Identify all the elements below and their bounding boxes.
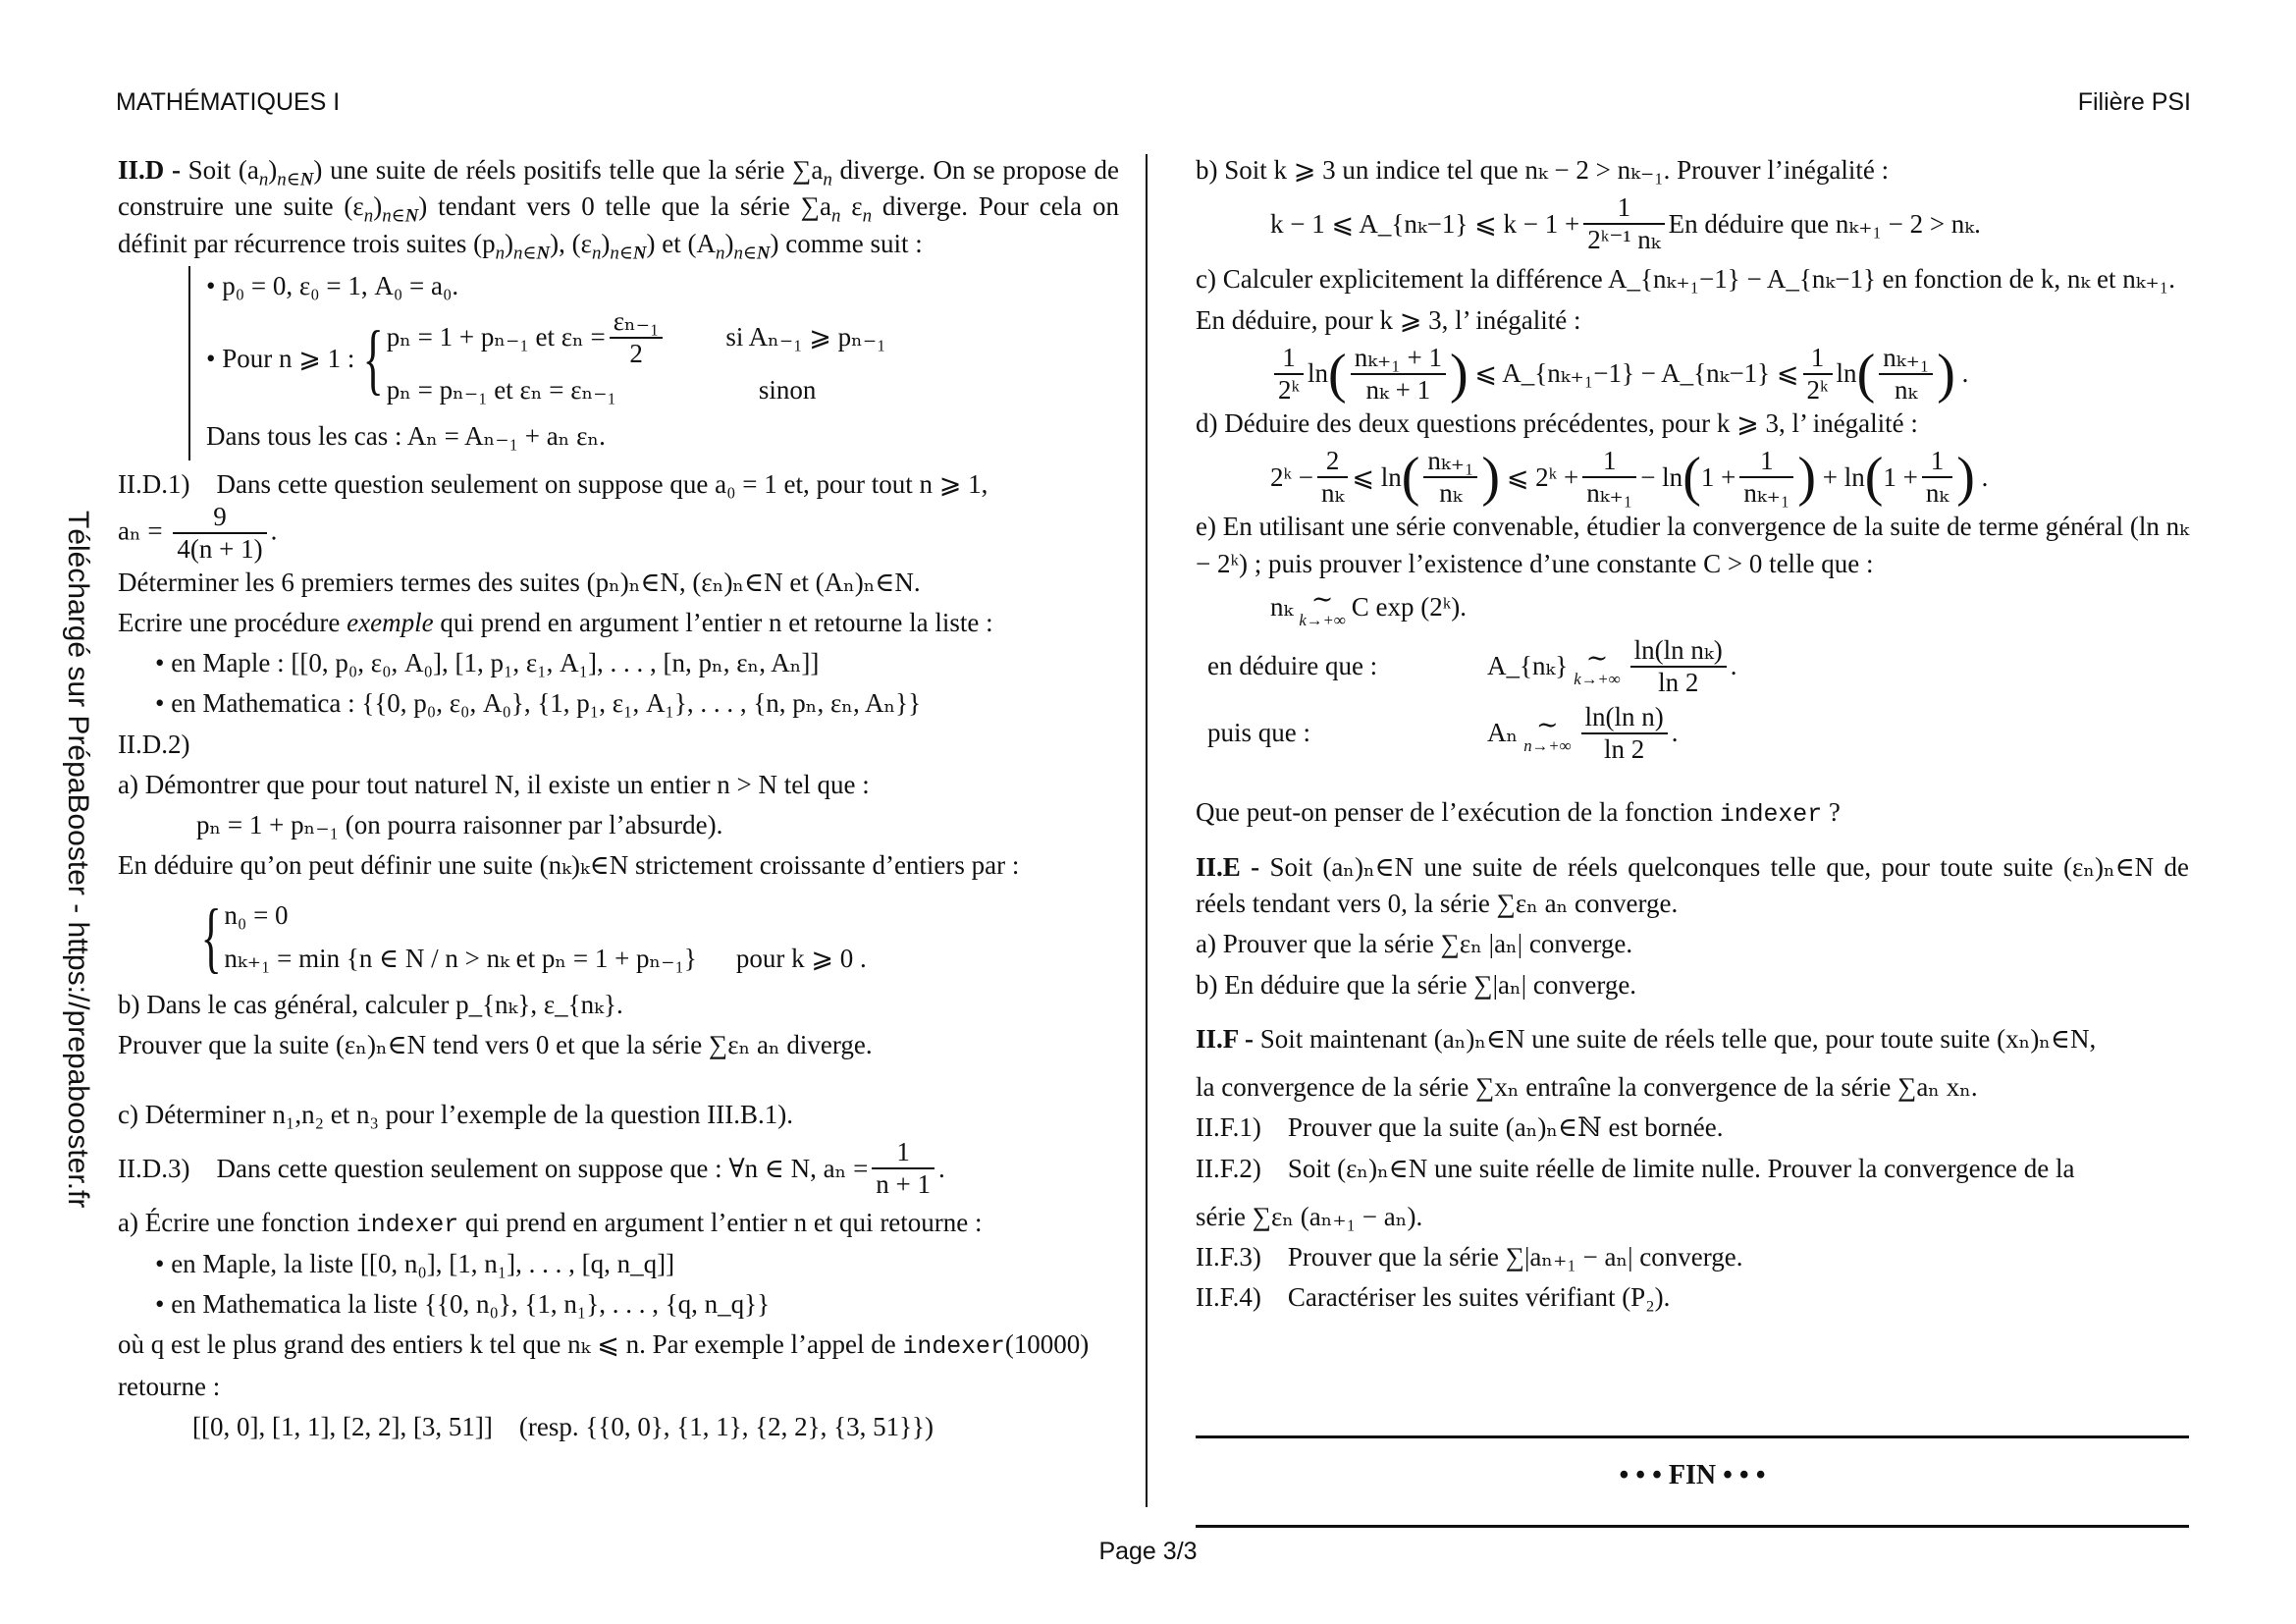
section-iie-label: II.E - xyxy=(1196,851,1260,882)
nk-case-1: n₀ = 0 xyxy=(224,900,289,931)
section-iie-intro: II.E - Soit (aₙ)ₙ∈N une suite de réels quelconques telle que, pour toute suite (εₙ)ₙ∈N de réels tendant vers 0, la série ∑εₙ aₙ converge. xyxy=(1196,851,2190,919)
fraction: $\frac{2}{\text{nₖ}}$ xyxy=(1317,446,1348,509)
fraction: $\frac{\text{ln(ln n)}}{\ln 2}$ xyxy=(1581,702,1668,765)
question-iid3-mathematica: • en Mathematica la liste {{0, n₀}, {1, n₁}, . . . , {q, n_q}} xyxy=(155,1289,771,1320)
header-subject: MATHÉMATIQUES I xyxy=(116,88,341,116)
question-iid2-a: a) Démontrer que pour tout naturel N, il existe un entier n > N tel que : xyxy=(118,769,870,799)
question-iid2-b-prove: Prouver que la suite (εₙ)ₙ∈N tend vers 0 et que la série ∑εₙ aₙ diverge. xyxy=(118,1029,873,1059)
fraction: $\frac{1}{\text{2ᵏ}}$ xyxy=(1803,343,1833,406)
equivalent-symbol: ∼ k→+∞ xyxy=(1299,583,1346,629)
question-iid2-dd: d) Déduire des deux questions précédentes, pour k ⩾ 3, l’ inégalité : xyxy=(1196,407,1918,438)
question-iie-a: a) Prouver que la série ∑εₙ |aₙ| converge. xyxy=(1196,929,1633,959)
equivalent-symbol: ∼ n→+∞ xyxy=(1523,709,1572,755)
fraction: $\frac{\text{ln(ln nₖ)}}{\ln 2}$ xyxy=(1630,635,1727,698)
left-column xyxy=(118,152,1119,1449)
nk-case-2: nₖ₊₁ = min {n ∈ N / n > nₖ et pₙ = 1 + pₙ₋₁} pour k ⩾ 0 . xyxy=(224,944,867,974)
question-iid2-cc: c) Calculer explicitement la différence A_{nₖ₊₁−1} − A_{nₖ−1} en fonction de k, nₖ et nₖ₊₁. xyxy=(1196,264,2175,295)
question-iid2-label: II.D.2) xyxy=(118,729,190,759)
question-iif1: II.F.1) Prouver que la suite (aₙ)ₙ∈ℕ est bornée. xyxy=(1196,1112,1724,1143)
deduce-ank: en déduire que : A_{nₖ} ∼ k→+∞ $\frac{\text{ln(ln nₖ)}}{\ln 2}$ . xyxy=(1207,634,1737,697)
watermark-download-notice: Téléchargé sur PrépaBooster - https://prepabooster.fr xyxy=(62,511,94,1209)
fin-rule-bottom xyxy=(1196,1525,2189,1528)
question-iid1-maple: • en Maple : [[0, p₀, ε₀, A₀], [1, p₁, ε₁, A₁], . . . , [n, pₙ, εₙ, Aₙ]] xyxy=(155,648,820,678)
fraction: $\frac{1}{\text{nₖ₊₁}}$ xyxy=(1582,446,1636,509)
section-iid-label: II.D - xyxy=(118,155,181,185)
question-iid3-label: II.D.3) xyxy=(118,1153,190,1183)
question-iid2-ee-equiv: nₖ ∼ k→+∞ C exp (2ᵏ). xyxy=(1270,583,1467,629)
section-iid-intro xyxy=(118,152,1119,262)
equivalent-symbol: ∼ k→+∞ xyxy=(1574,642,1621,688)
question-iif4: II.F.4) Caractériser les suites vérifiant (P₂). xyxy=(1196,1282,1671,1313)
left-brace-icon: { xyxy=(362,316,385,404)
column-divider xyxy=(1146,154,1148,1507)
code-indexer: indexer xyxy=(355,1211,459,1239)
def-case-2: pₙ = pₙ₋₁ et εₙ = εₙ₋₁ sinon xyxy=(386,375,817,406)
question-iid1-determine: Déterminer les 6 premiers termes des suites (pₙ)ₙ∈N, (εₙ)ₙ∈N et (Aₙ)ₙ∈N. xyxy=(118,567,921,597)
question-iid2-cc-ineq: $\frac{1}{\text{2ᵏ}}$ ln ( $\frac{\text{nₖ₊₁ + 1}}{\text{nₖ + 1}}$ ) ⩽ A_{nₖ₊₁−1} − A_{nₖ−1} ⩽ $\frac{1}{\text{2ᵏ}}$ ln ( $\frac{\text{nₖ₊₁}}{\text{nₖ}}$ ) . xyxy=(1270,343,2189,406)
question-iid3-where: où q est le plus grand des entiers k tel que nₖ ⩽ n. Par exemple l’appel de indexer(10000) xyxy=(118,1329,1090,1362)
right-column xyxy=(1196,152,2189,1321)
fraction: $\frac{\text{nₖ₊₁ + 1}}{\text{nₖ + 1}}$ xyxy=(1351,343,1446,406)
question-iid2-cc-deduce: En déduire, pour k ⩾ 3, l’ inégalité : xyxy=(1196,304,1581,335)
question-iid2-a-eq: pₙ = 1 + pₙ₋₁ (on pourra raisonner par l’absurde). xyxy=(196,810,723,840)
page-number: Page 3/3 xyxy=(1098,1538,1198,1565)
question-iid2-dd-ineq: 2ᵏ − $\frac{2}{\text{nₖ}}$ ⩽ ln ( $\frac{\text{nₖ₊₁}}{\text{nₖ}}$ ) ⩽ 2ᵏ + $\frac{1}{\text{nₖ₊₁}}$ − ln ( 1 + $\frac{1}{\text{nₖ₊₁}}$ ) + ln ( 1 + $\frac{1}{\text{nₖ}}$ ) . xyxy=(1270,446,1989,509)
question-indexer-execution: Que peut-on penser de l’exécution de la fonction indexer ? xyxy=(1196,796,1841,829)
question-iif2: II.F.2) Soit (εₙ)ₙ∈N une suite réelle de limite nulle. Prouver la convergence de la xyxy=(1196,1153,2075,1183)
section-iif-intro-2: la convergence de la série ∑xₙ entraîne la convergence de la série ∑aₙ xₙ. xyxy=(1196,1072,1978,1103)
section-iif-intro: II.F - Soit maintenant (aₙ)ₙ∈N une suite de réels telle que, pour toute suite (xₙ)ₙ∈N, xyxy=(1196,1023,2097,1054)
fin-marker: • • • FIN • • • xyxy=(1619,1460,1766,1490)
question-iid2-bb: b) Soit k ⩾ 3 un indice tel que nₖ − 2 > nₖ₋₁. Prouver l’inégalité : xyxy=(1196,155,1890,185)
left-brace-icon: { xyxy=(200,893,222,981)
question-iid1-procedure: Ecrire une procédure exemple qui prend en argument l’entier n et retourne la liste : xyxy=(118,607,993,637)
def-pour-label: • Pour n ⩾ 1 : xyxy=(206,344,355,374)
fraction: $\frac{1}{\text{nₖ₊₁}}$ xyxy=(1739,446,1793,509)
fraction: $\frac{1}{n + 1}$ xyxy=(872,1137,934,1200)
fraction: $\frac{\text{εₙ₋₁}}{2}$ xyxy=(610,306,664,369)
code-indexer: indexer xyxy=(1719,800,1823,829)
def-cases xyxy=(354,306,885,412)
question-iid1-mathematica: • en Mathematica : {{0, p₀, ε₀, A₀}, {1, p₁, ε₁, A₁}, . . . , {n, pₙ, εₙ, Aₙ}} xyxy=(155,688,922,719)
question-iid2-bb-ineq: k − 1 ⩽ A_{nₖ−1} ⩽ k − 1 + $\frac{1}{\text{2ᵏ⁻¹ nₖ}}$ En déduire que nₖ₊₁ − 2 > nₖ. xyxy=(1270,192,1981,255)
question-iid3-example: [[0, 0], [1, 1], [2, 2], [3, 51]] (resp. {{0, 0}, {1, 1}, {2, 2}, {3, 51}}) xyxy=(192,1411,934,1441)
nk-cases xyxy=(192,894,867,981)
recurrence-definition-box xyxy=(188,266,1119,461)
header-filiere: Filière PSI xyxy=(2077,88,2191,116)
question-iid3-maple: • en Maple, la liste [[0, n₀], [1, n₁], . . . , [q, n_q]] xyxy=(155,1248,675,1278)
question-iid2-c: c) Déterminer n₁,n₂ et n₃ pour l’exemple de la question III.B.1). xyxy=(118,1100,794,1130)
fraction: $\frac{\text{nₖ₊₁}}{\text{nₖ}}$ xyxy=(1423,446,1477,509)
question-iid2-ee: e) En utilisant une série convenable, étudier la convergence de la suite de terme général (ln nₖ − 2ᵏ) ; puis prouver l’existence d’une constante C > 0 telle que : xyxy=(1196,512,2189,578)
nk-definition xyxy=(192,894,1119,981)
def-all-cases: Dans tous les cas : Aₙ = Aₙ₋₁ + aₙ εₙ. xyxy=(206,421,606,452)
iid-intro-text: Soit $(a_n)_{n\in N}$) une suite de réels positifs telle que la série $\sum a_n$ diverge. On se propose de construire une suite $(\varepsilon_n)_{n\in N}$) tendant vers 0 telle que la série $\sum a_n$ $\varepsilon_n$ diverge. Pour cela on définit par récurrence trois suites $(p_n)_{n\in N}$), $(\varepsilon_n)_{n\in N}$) et $(A_n)_{n\in N}$) comme suit : xyxy=(118,155,1119,263)
fraction: $\frac{1}{\text{nₖ}}$ xyxy=(1922,446,1952,509)
question-iid3: II.D.3) Dans cette question seulement on suppose que : ∀n ∈ N, aₙ = $\frac{1}{n + 1}$ . xyxy=(118,1137,945,1200)
def-case-1: pₙ = 1 + pₙ₋₁ et εₙ = $\frac{\text{εₙ₋₁}}{2}$ si Aₙ₋₁ ⩾ pₙ₋₁ xyxy=(386,306,886,369)
section-iif-label: II.F - xyxy=(1196,1023,1254,1054)
question-iid2-a-deduce: En déduire qu’on peut définir une suite (nₖ)ₖ∈N strictement croissante d’entiers par : xyxy=(118,850,1020,881)
question-iid3-a: a) Écrire une fonction indexer qui prend en argument l’entier n et qui retourne : xyxy=(118,1207,983,1239)
fraction: $\frac{1}{\text{2ᵏ}}$ xyxy=(1274,343,1304,406)
fin-rule-top xyxy=(1196,1435,2189,1438)
fraction: $\frac{9}{4(n + 1)}$ xyxy=(173,502,266,565)
question-iif2-cont: série ∑εₙ (aₙ₊₁ − aₙ). xyxy=(1196,1201,1423,1231)
def-recurrence xyxy=(206,306,1119,412)
question-iid3-returns: retourne : xyxy=(118,1371,221,1401)
deduce-an: puis que : Aₙ ∼ n→+∞ $\frac{\text{ln(ln n)}}{\ln 2}$ . xyxy=(1207,701,1679,764)
question-iid1: II.D.1) Dans cette question seulement on suppose que a₀ = 1 et, pour tout n ⩾ 1, xyxy=(118,469,988,500)
code-indexer: indexer xyxy=(902,1333,1005,1362)
def-initial-values: • p₀ = 0, ε₀ = 1, A₀ = a₀. xyxy=(206,270,459,300)
question-iif3: II.F.3) Prouver que la série ∑|aₙ₊₁ − aₙ| converge. xyxy=(1196,1242,1743,1272)
question-iid1-label: II.D.1) xyxy=(118,469,190,500)
question-iid2-b: b) Dans le cas général, calculer p_{nₖ}, ε_{nₖ}. xyxy=(118,989,623,1019)
fraction: $\frac{1}{\text{2ᵏ⁻¹ nₖ}}$ xyxy=(1583,192,1664,255)
question-iid1-an-formula: aₙ = $\frac{9}{4(n + 1)}$ . xyxy=(118,501,278,564)
question-iie-b: b) En déduire que la série ∑|aₙ| converge. xyxy=(1196,969,1637,1000)
fraction: $\frac{\text{nₖ₊₁}}{\text{nₖ}}$ xyxy=(1879,343,1933,406)
